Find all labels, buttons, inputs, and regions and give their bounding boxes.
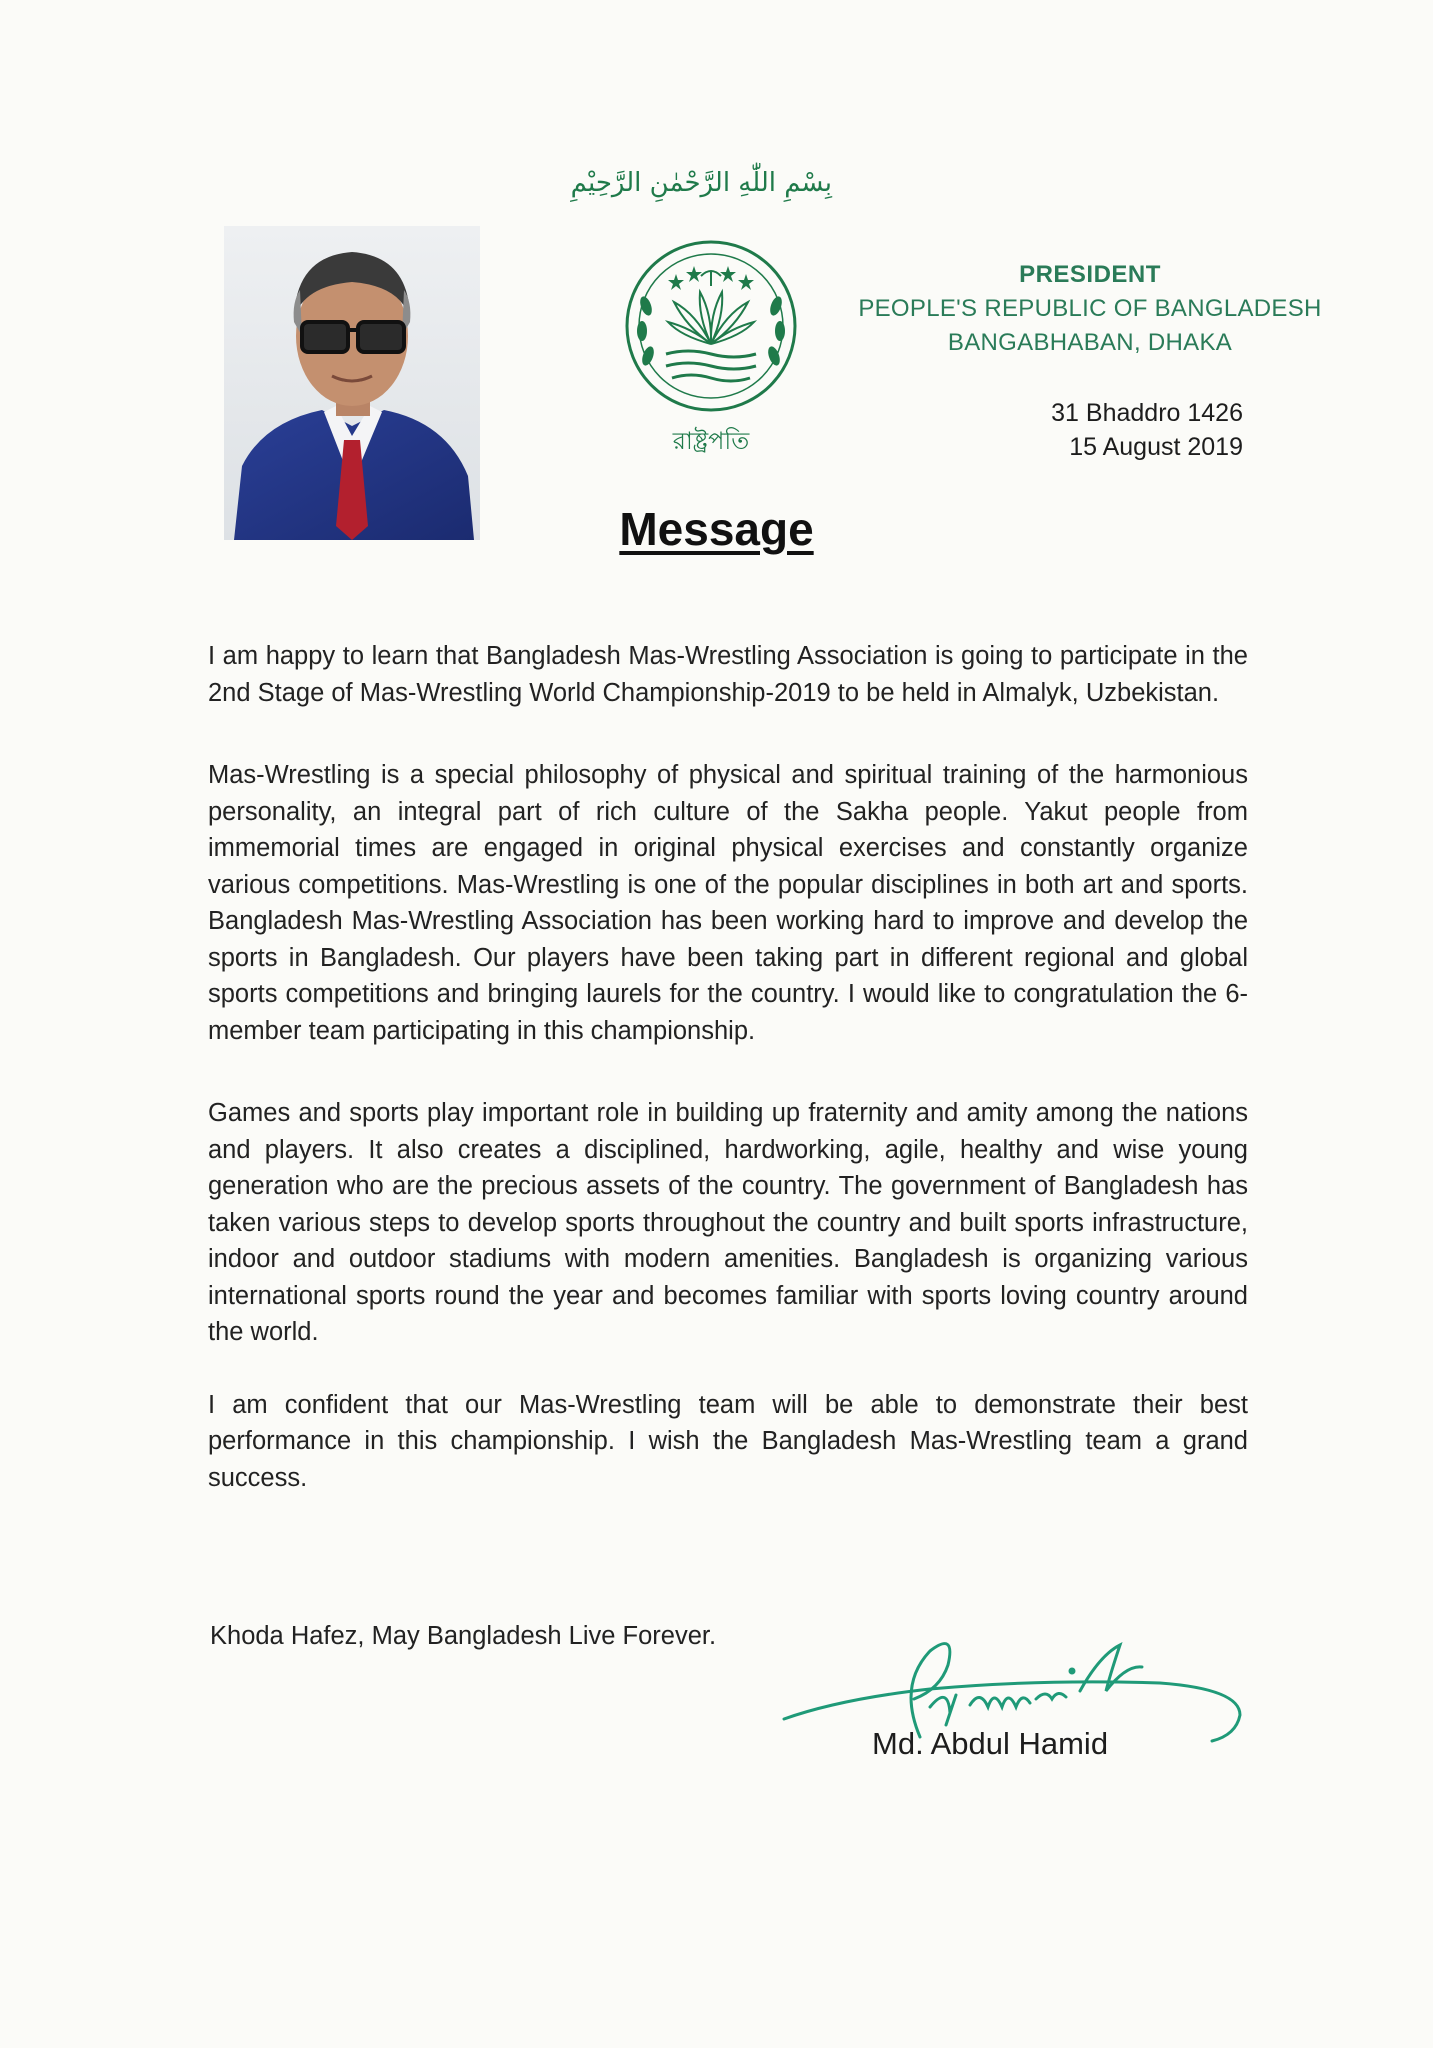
letter-date [1051, 396, 1243, 464]
letterhead-title: PRESIDENT [1019, 261, 1161, 288]
closing-line: Khoda Hafez, May Bangladesh Live Forever. [210, 1622, 717, 1650]
president-portrait-photo [224, 226, 480, 540]
message-body [208, 638, 1248, 1496]
paragraph: I am happy to learn that Bangladesh Mas-Wrestling Association is going to participate in the 2nd Stage of Mas-Wrestling World Championship-2019 to be held in Almalyk, Uzbekistan. [208, 642, 1248, 707]
basmala-calligraphy: بِسْمِ اللّٰهِ الرَّحْمٰنِ الرَّحِيْمِ [570, 168, 832, 198]
paragraph: Games and sports play important role in building up fraternity and amity among the nations and players. It also creates a disciplined, hardworking, agile, healthy and wise young generation who are the precious assets of the country. The government of Bangladesh has taken various steps to develop sports throughout the country and built sports infrastructure, indoor and outdoor stadiums with modern amenities. Bangladesh is organizing various international sports round the year and becomes familiar with sports loving country around the world. [208, 1099, 1248, 1346]
date-gregorian: 15 August 2019 [1069, 433, 1243, 461]
letterhead-country: PEOPLE'S REPUBLIC OF BANGLADESH [858, 295, 1322, 322]
emblem-caption: রাষ্ট্রপতি [672, 427, 750, 455]
paragraph: I am confident that our Mas-Wrestling team will be able to demonstrate their best performance in this championship. I wish the Bangladesh Mas-Wrestling team a grand success. [208, 1390, 1248, 1492]
bangladesh-emblem [616, 236, 806, 456]
paragraph: Mas-Wrestling is a special philosophy of physical and spiritual training of the harmonious personality, an integral part of rich culture of the Sakha people. Yakut people from immemorial times are engaged in original physical exercises and constantly organize various competitions. Mas-Wrestling is one of the popular disciplines in both art and sports. Bangladesh Mas-Wrestling Association has been working hard to improve and develop the sports in Bangladesh. Our players have been taking part in different regional and global sports competitions and bringing laurels for the country. I would like to congratulation the 6-member team participating in this championship. [208, 761, 1248, 1045]
letterhead-address: BANGABHABAN, DHAKA [947, 329, 1233, 356]
page-title: Message [619, 503, 814, 555]
date-bengali: 31 Bhaddro 1426 [1051, 399, 1243, 427]
letterhead [820, 258, 1360, 360]
bangladesh-national-emblem-icon [616, 236, 806, 416]
signer-name: Md. Abdul Hamid [872, 1726, 1109, 1761]
